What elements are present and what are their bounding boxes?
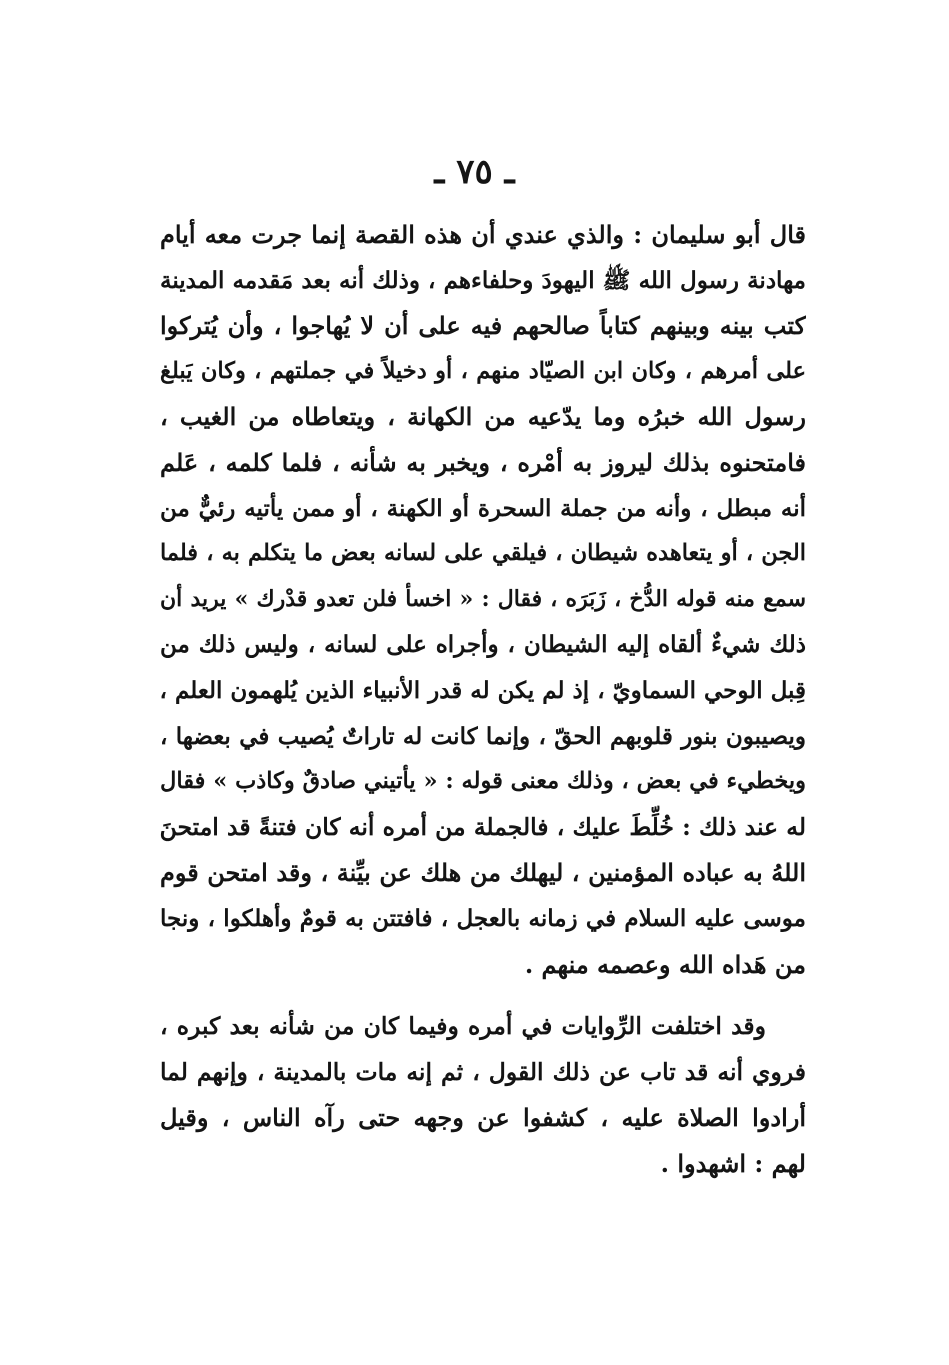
- text-line: أرادوا الصلاة عليه ، كشفوا عن وجهه حتى رآه الناس ، وقيل: [160, 1103, 806, 1133]
- text-line: أنه مبطل ، وأنه من جملة السحرة أو الكهنة ، أو ممن يأتيه رئيٌّ من: [160, 494, 806, 522]
- text-line: وقد اختلفت الرِّوايات في أمره وفيما كان من شأنه بعد كبره ،: [160, 1012, 766, 1040]
- text-line: ويخطيء في بعض ، وذلك معنى قوله : « يأتيني صادقٌ وكاذب » فقال: [160, 768, 806, 795]
- text-line: فامتحنوه بذلك ليروز به أمْره ، ويخبر به شأنه ، فلما كلمه ، عَلم: [160, 447, 806, 477]
- text-line: موسى عليه السلام في زمانه بالعجل ، فافتتن به قومٌ وأهلكوا ، ونجا: [160, 904, 806, 932]
- page-number: ـ ٧٥ ـ: [434, 152, 515, 192]
- text-line: قال أبو سليمان : والذي عندي أن هذه القصة إنما جرت معه أيام: [160, 220, 806, 249]
- text-line: سمع منه قوله الدُّخ ، زَبَرَه ، فقال : « اخسأ فلن تعدو قدْرك » يريد أن: [160, 585, 806, 612]
- paragraph-2: [160, 1004, 806, 1186]
- text-line: اللهُ به عباده المؤمنين ، ليهلك من هلك عن بيِّنة ، وقد امتحن قوم: [160, 858, 806, 888]
- text-line: لهم : اشهدوا .: [660, 1148, 806, 1178]
- text-line: على أمرهم ، وكان ابن الصيّاد منهم ، أو دخيلاً في جملتهم ، وكان يَبلغ: [160, 357, 806, 384]
- text-line: مهادنة رسول الله ﷺ اليهودَ وحلفاءهم ، وذلك أنه بعد مَقدمه المدينة: [160, 266, 806, 294]
- text-line: كتب بينه وبينهم كتاباً صالحهم فيه على أن لا يُهاجوا ، وأن يُتركوا: [160, 311, 806, 341]
- text-line: الجن ، أو يتعاهده شيطان ، فيلقي على لسانه بعض ما يتكلم به ، فلما: [160, 540, 806, 567]
- text-line: من هَداه الله وعصمه منهم .: [524, 949, 806, 979]
- text-line: فروي أنه قد تاب عن ذلك القول ، ثم إنه مات بالمدينة ، وإنهم لما: [160, 1057, 806, 1086]
- text-line: ذلك شيءٌ ألقاه إليه الشيطان ، وأجراه على لسانه ، وليس ذلك من: [160, 631, 806, 659]
- text-line: قِبل الوحي السماويّ ، إذ لم يكن له قدر الأنبياء الذين يُلهمون العلم ،: [160, 676, 806, 704]
- text-line: له عند ذلك : خُلِّطَ عليك ، فالجملة من أمره أنه كان فتنةً قد امتحنَ: [160, 812, 806, 841]
- text-line: ويصيبون بنور قلوبهم الحقّ ، وإنما كانت له تاراتٌ يُصيب في بعضها ،: [160, 722, 806, 750]
- text-line: رسول الله خبرُه وما يدّعيه من الكهانة ، ويتعاطاه من الغيب ،: [160, 402, 806, 432]
- paragraph-1: [160, 212, 806, 987]
